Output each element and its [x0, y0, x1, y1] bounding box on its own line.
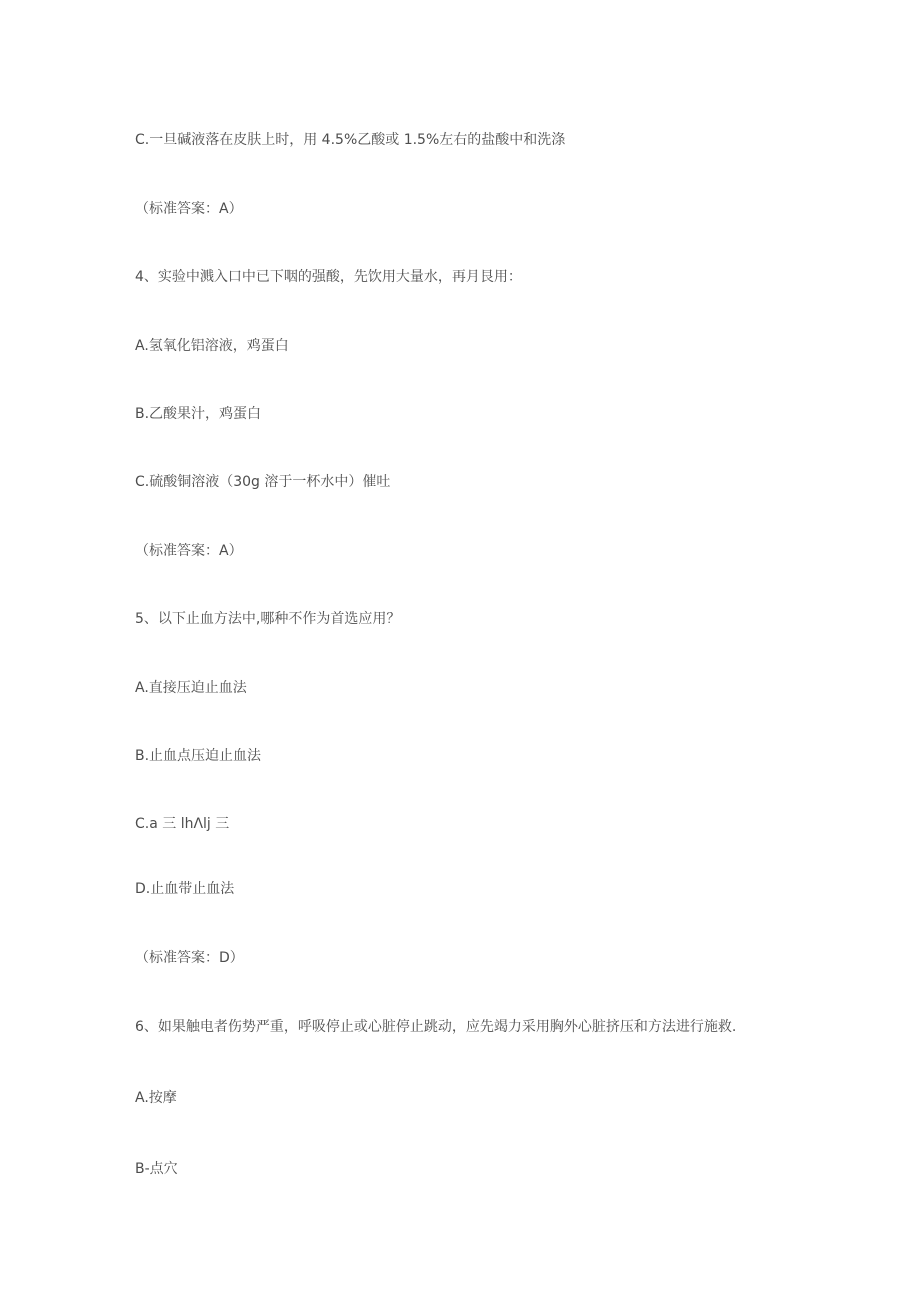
question-6-option-a: A.按摩	[135, 1090, 177, 1106]
option-c-alkali-text: C.一旦碱液落在皮肤上时，用 4.5%乙酸或 1.5%左右的盐酸中和洗涤	[135, 132, 566, 148]
question-6-text: 6、如果触电者伤势严重，呼吸停止或心脏停止跳动，应先竭力采用胸外心脏挤压和方法进行施救.	[135, 1019, 737, 1035]
question-5-text: 5、以下止血方法中,哪种不作为首选应用？	[135, 611, 401, 627]
question-5-option-b: B.止血点压迫止血法	[135, 748, 262, 764]
answer-key-q4: （标准答案：A）	[135, 543, 243, 559]
question-4-option-a: A.氢氧化铝溶液，鸡蛋白	[135, 338, 289, 354]
question-5-option-a: A.直接压迫止血法	[135, 680, 247, 696]
question-6-option-b: B-点穴	[135, 1161, 178, 1177]
question-4-text: 4、实验中溅入口中已下咽的强酸，先饮用大量水，再月艮用：	[135, 269, 522, 285]
question-4-option-b: B.乙酸果汁，鸡蛋白	[135, 406, 262, 422]
question-4-option-c: C.硫酸铜溶液（30g 溶于一杯水中）催吐	[135, 474, 391, 490]
question-5-option-c: C.a 三 lhΛlj 三	[135, 816, 230, 832]
answer-key-q5: （标准答案：D）	[135, 950, 244, 966]
answer-key-q3: （标准答案：A）	[135, 201, 243, 217]
question-5-option-d: D.止血带止血法	[135, 881, 235, 897]
